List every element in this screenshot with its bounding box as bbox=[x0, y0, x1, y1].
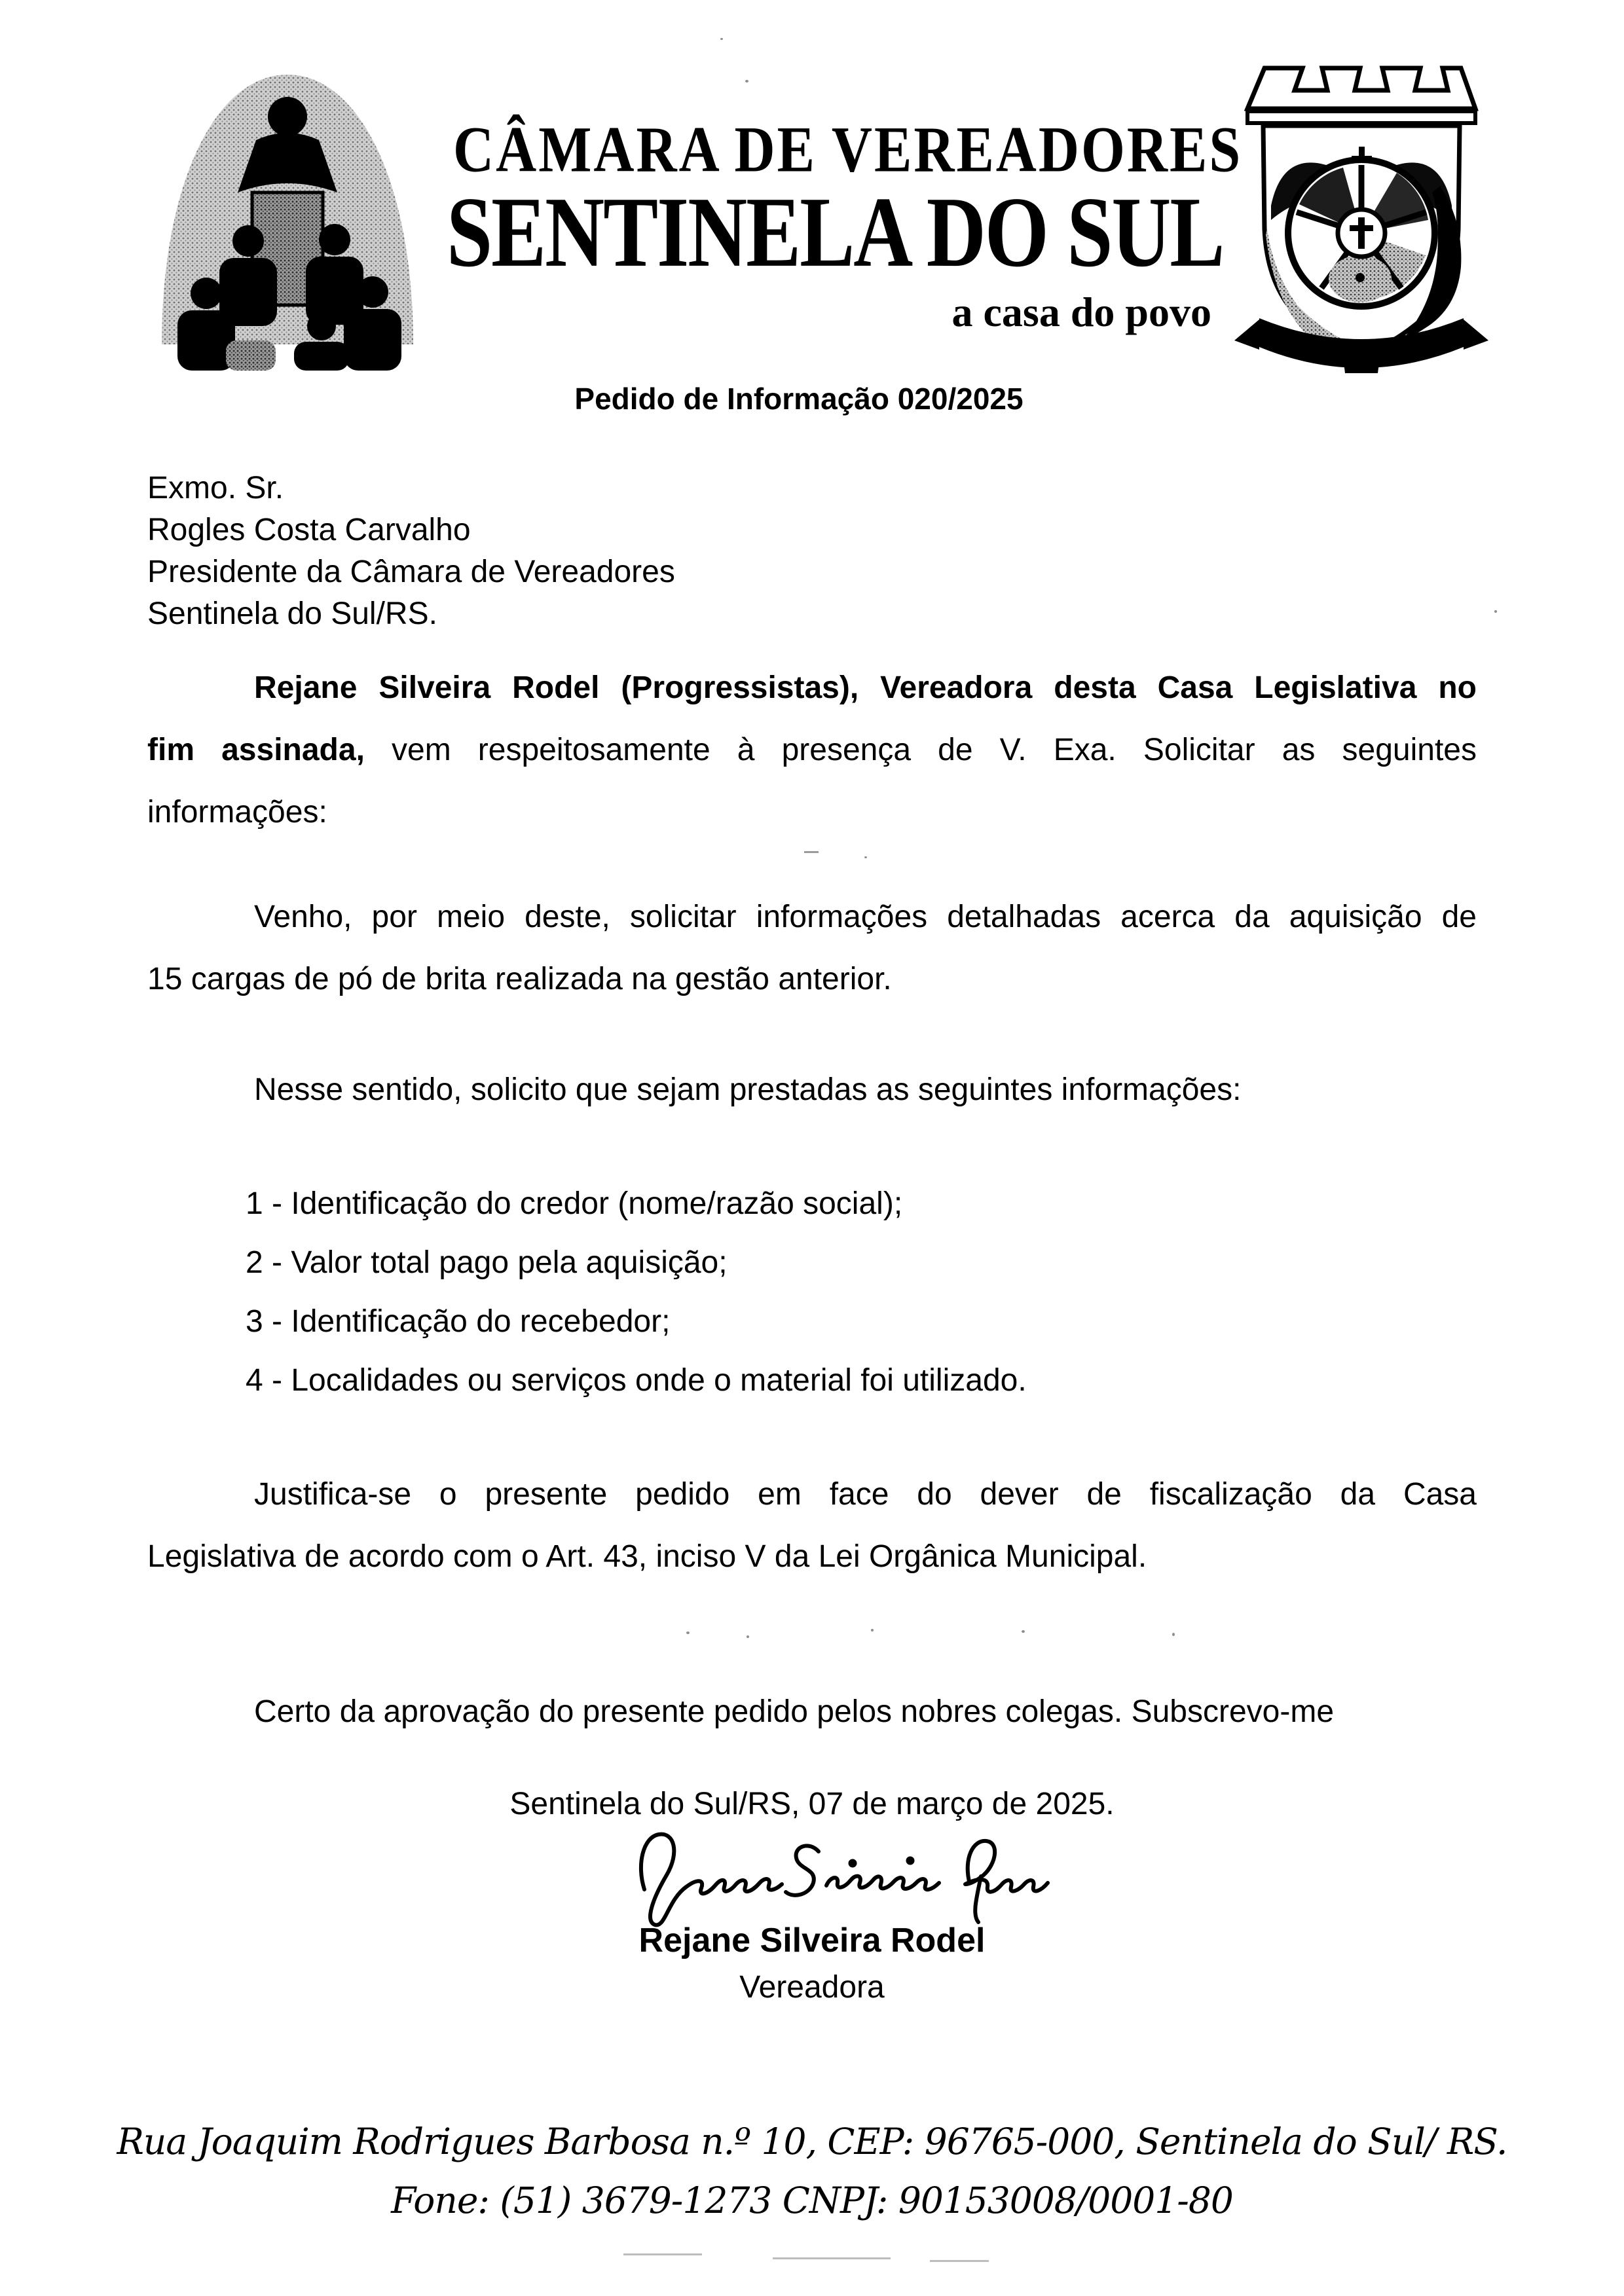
addressee-line: Exmo. Sr. bbox=[147, 471, 284, 505]
list-item: 4 - Localidades ou serviços onde o material foi utilizado. bbox=[246, 1363, 1027, 1398]
information-request-list bbox=[147, 1175, 1477, 1410]
scan-speck bbox=[1172, 1633, 1175, 1636]
request-line2: 15 cargas de pó de brita realizada na gestão anterior. bbox=[147, 962, 892, 996]
closing-paragraph bbox=[147, 1681, 1477, 1743]
scan-speck bbox=[1022, 1630, 1025, 1633]
footer-line1: Rua Joaquim Rodrigues Barbosa n.º 10, CEP: 96765-000, Sentinela do Sul/ RS. bbox=[117, 2121, 1507, 2162]
addressee-line: Sentinela do Sul/RS. bbox=[147, 596, 437, 631]
dateline: Sentinela do Sul/RS, 07 de março de 2025. bbox=[509, 1787, 1115, 1821]
justification-line1: Justifica-se o presente pedido em face do dever de fiscalização da Casa bbox=[254, 1477, 1477, 1512]
closing-line: Certo da aprovação do presente pedido pelos nobres colegas. Subscrevo-me bbox=[254, 1694, 1335, 1729]
municipal-coat-of-arms bbox=[1223, 58, 1500, 373]
scan-speck bbox=[747, 1635, 749, 1638]
scan-smear bbox=[773, 2257, 891, 2259]
scan-speck bbox=[745, 80, 748, 82]
scan-smear bbox=[930, 2260, 989, 2262]
intro-line1: Rejane Silveira Rodel (Progressistas), Vereadora desta Casa Legislativa no bbox=[254, 670, 1477, 705]
list-item: 2 - Valor total pago pela aquisição; bbox=[246, 1245, 728, 1280]
intro-line2-rest: vem respeitosamente à presença de V. Exa. Solicitar as seguintes bbox=[364, 733, 1477, 767]
org-name-line1: CÂMARA DE VEREADORES bbox=[453, 113, 1243, 186]
scan-speck bbox=[1494, 610, 1497, 613]
mural-crown bbox=[1247, 68, 1475, 109]
request-line1: Venho, por meio deste, solicitar informações detalhadas acerca da aquisição de bbox=[254, 900, 1477, 934]
scan-speck bbox=[864, 856, 867, 858]
intro-paragraph bbox=[147, 657, 1477, 843]
intro-line2-bold: fim assinada, bbox=[147, 733, 365, 767]
list-item: 1 - Identificação do credor (nome/razão social); bbox=[246, 1186, 903, 1221]
org-name-line2: SENTINELA DO SUL bbox=[447, 177, 1224, 289]
scan-smear bbox=[623, 2253, 702, 2255]
footer-line2: Fone: (51) 3679-1273 CNPJ: 90153008/0001-80 bbox=[391, 2179, 1233, 2221]
addressee-block bbox=[147, 467, 675, 635]
request-paragraph bbox=[147, 886, 1477, 1010]
addressee-line: Presidente da Câmara de Vereadores bbox=[147, 555, 675, 589]
footer-address bbox=[0, 2112, 1624, 2230]
signer-role: Vereadora bbox=[739, 1970, 885, 2005]
list-intro-paragraph bbox=[147, 1059, 1477, 1121]
justification-line2: Legislativa de acordo com o Art. 43, inciso V da Lei Orgânica Municipal. bbox=[147, 1539, 1147, 1574]
handwritten-signature bbox=[622, 1821, 1057, 1937]
org-tagline: a casa do povo bbox=[951, 289, 1211, 335]
scan-speck bbox=[804, 851, 819, 853]
council-people-logo bbox=[149, 63, 426, 371]
scan-speck bbox=[686, 1631, 690, 1634]
addressee-line: Rogles Costa Carvalho bbox=[147, 513, 471, 547]
scan-speck bbox=[720, 38, 723, 40]
intro-line3: informações: bbox=[147, 795, 327, 829]
signer-name: Rejane Silveira Rodel bbox=[638, 1922, 986, 1959]
document-title: Pedido de Informação 020/2025 bbox=[574, 382, 1024, 416]
list-intro-line: Nesse sentido, solicito que sejam prestadas as seguintes informações: bbox=[254, 1072, 1242, 1107]
list-item: 3 - Identificação do recebedor; bbox=[246, 1304, 671, 1339]
scan-speck bbox=[871, 1629, 874, 1631]
justification-paragraph bbox=[147, 1463, 1477, 1588]
